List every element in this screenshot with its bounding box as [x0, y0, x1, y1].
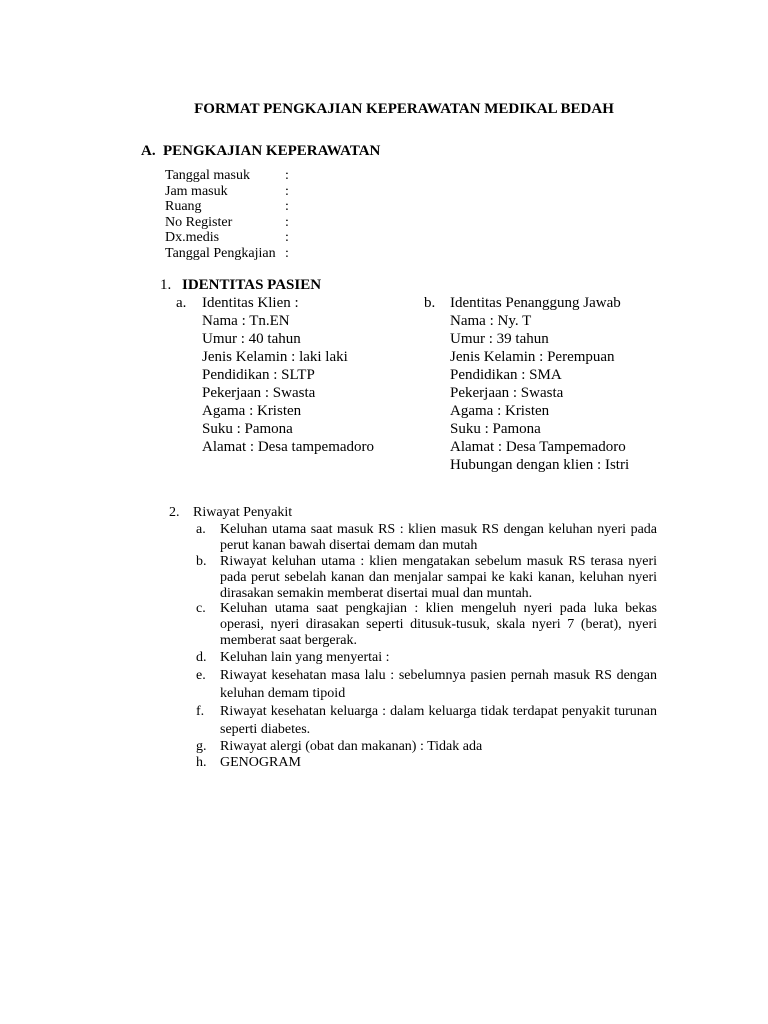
field-label: Jam masuk — [165, 183, 228, 199]
penanggung-item: Nama : Ny. T — [450, 313, 532, 329]
field-label: Dx.medis — [165, 230, 220, 245]
penanggung-marker: b. — [424, 295, 436, 311]
field-row — [165, 215, 289, 231]
section-a-title: PENGKAJIAN KEPERAWATAN — [163, 143, 381, 159]
klien-item: Pekerjaan : Swasta — [202, 385, 316, 401]
section-a-heading — [141, 143, 380, 160]
penanggung-item: Umur : 39 tahun — [450, 331, 549, 347]
field-separator: : — [285, 168, 289, 183]
riwayat-item — [196, 703, 657, 739]
riwayat-heading — [169, 505, 292, 521]
riwayat-text: Keluhan lain yang menyertai : — [220, 650, 390, 665]
klien-heading: Identitas Klien : — [202, 295, 299, 311]
field-label: Ruang — [165, 199, 202, 214]
klien-item: Alamat : Desa tampemadoro — [202, 439, 375, 455]
field-row — [165, 230, 289, 246]
field-separator: : — [285, 245, 289, 261]
field-row — [165, 199, 289, 215]
riwayat-marker: d. — [196, 650, 207, 665]
field-row — [165, 246, 289, 262]
identitas-heading — [160, 277, 321, 294]
field-row — [165, 184, 289, 200]
field-separator: : — [285, 230, 289, 245]
identitas-title: IDENTITAS PASIEN — [182, 277, 322, 293]
klien-item: Agama : Kristen — [202, 403, 302, 419]
riwayat-text: Keluhan utama saat masuk RS : klien masuk RS dengan keluhan nyeri pada perut kanan bawah disertai demam dan mutah — [220, 522, 657, 553]
klien-item: Suku : Pamona — [202, 421, 293, 437]
riwayat-marker: c. — [196, 601, 206, 616]
penanggung-heading: Identitas Penanggung Jawab — [450, 295, 621, 311]
riwayat-text: Riwayat kesehatan masa lalu : sebelumnya pasien pernah masuk RS dengan keluhan demam tipoid — [220, 668, 657, 701]
penanggung-item: Pekerjaan : Swasta — [450, 385, 564, 401]
riwayat-text: GENOGRAM — [220, 755, 301, 770]
riwayat-marker: a. — [196, 522, 206, 537]
riwayat-text: Keluhan utama saat pengkajian : klien mengeluh nyeri pada luka bekas operasi, nyeri dirasakan seperti ditusuk-tusuk, skala nyeri 7 (berat), nyeri memberat saat bergerak. — [220, 601, 657, 648]
riwayat-item — [196, 755, 657, 771]
riwayat-marker: h. — [196, 755, 207, 770]
riwayat-marker: g. — [196, 739, 207, 754]
klien-marker: a. — [176, 295, 187, 311]
identitas-klien — [176, 294, 374, 456]
riwayat-item — [196, 650, 657, 666]
field-label: Tanggal masuk — [165, 168, 250, 183]
identitas-penanggung-jawab — [424, 294, 629, 474]
field-label: Tanggal Pengkajian — [165, 245, 276, 261]
riwayat-item — [196, 601, 657, 649]
penanggung-item: Agama : Kristen — [450, 403, 550, 419]
riwayat-number: 2. — [169, 505, 180, 520]
document-title: FORMAT PENGKAJIAN KEPERAWATAN MEDIKAL BEDAH — [194, 101, 614, 117]
penanggung-item: Hubungan dengan klien : Istri — [450, 457, 630, 473]
field-separator: : — [285, 214, 289, 230]
riwayat-marker: e. — [196, 668, 206, 683]
riwayat-item — [196, 667, 657, 703]
penanggung-item: Pendidikan : SMA — [450, 367, 562, 383]
identitas-number: 1. — [160, 277, 172, 293]
field-separator: : — [285, 183, 289, 199]
riwayat-text: Riwayat kesehatan keluarga : dalam keluarga tidak terdapat penyakit turunan seperti diabetes. — [220, 704, 657, 737]
penanggung-item: Alamat : Desa Tampemadoro — [450, 439, 626, 455]
riwayat-title: Riwayat Penyakit — [193, 505, 293, 520]
field-separator: : — [285, 199, 289, 214]
klien-item: Pendidikan : SLTP — [202, 367, 315, 383]
field-row — [165, 168, 289, 184]
klien-item: Nama : Tn.EN — [202, 313, 290, 329]
section-a-letter: A. — [141, 143, 156, 159]
riwayat-item — [196, 554, 657, 602]
riwayat-item — [196, 522, 657, 554]
riwayat-marker: b. — [196, 554, 207, 569]
klien-item: Umur : 40 tahun — [202, 331, 301, 347]
field-label: No Register — [165, 214, 233, 230]
penanggung-item: Jenis Kelamin : Perempuan — [450, 349, 615, 365]
klien-item: Jenis Kelamin : laki laki — [202, 349, 348, 365]
riwayat-text: Riwayat alergi (obat dan makanan) : Tidak ada — [220, 739, 483, 754]
admission-fields — [165, 168, 289, 261]
riwayat-text: Riwayat keluhan utama : klien mengatakan sebelum masuk RS terasa nyeri pada perut sebelah kanan dan menjalar sampai ke kaki kanan, keluhan nyeri dirasakan semakin memberat disertai mual dan muntah. — [220, 554, 657, 601]
riwayat-marker: f. — [196, 704, 205, 719]
penanggung-item: Suku : Pamona — [450, 421, 541, 437]
riwayat-item — [196, 739, 657, 755]
